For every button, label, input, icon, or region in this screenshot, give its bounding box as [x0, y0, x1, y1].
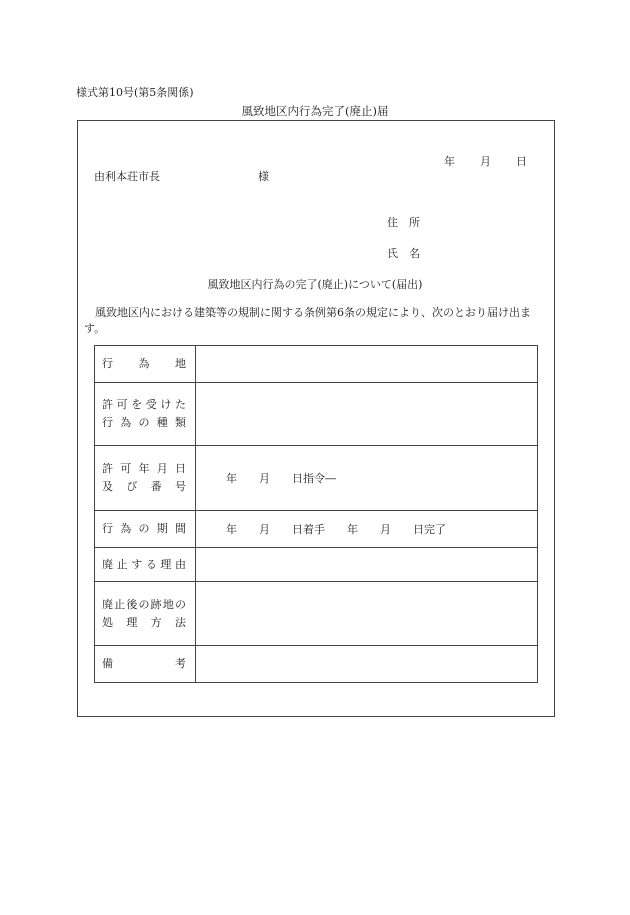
form-title: 風致地区内行為完了(廃止)届	[241, 104, 389, 118]
date-month-label: 月	[480, 155, 491, 168]
addressee-honorific: 様	[258, 170, 269, 183]
form-number: 様式第10号(第5条関係)	[76, 86, 194, 99]
table-row-permit-date-number	[95, 446, 538, 511]
permit-date-number-label-cell	[95, 446, 196, 511]
table-row-abolition-reason	[95, 548, 538, 582]
action-period-value-cell[interactable]: 年 月 日着手 年 月 日完了	[196, 511, 538, 548]
remarks-label-cell	[95, 646, 196, 683]
table-row-action-period	[95, 511, 538, 548]
action-site-value-cell[interactable]	[196, 346, 538, 383]
detail-table	[94, 345, 538, 683]
permit-date-number-label-line: 及び番号	[102, 480, 186, 493]
action-period-label-line: 行為の期間	[102, 522, 186, 535]
remarks-value-cell[interactable]	[196, 646, 538, 683]
permitted-action-type-label-cell	[95, 383, 196, 446]
site-disposal-method-label-line: 廃止後の跡地の	[102, 597, 186, 611]
abolition-reason-label-cell	[95, 548, 196, 582]
body-text: 風致地区内における建築等の規制に関する条例第6条の規定により、次のとおり届け出ます。	[84, 306, 531, 335]
table-row-permitted-action-type	[95, 383, 538, 446]
table-row-site-disposal-method	[95, 582, 538, 646]
permitted-action-type-value-cell[interactable]	[196, 383, 538, 446]
abolition-reason-value-cell[interactable]	[196, 548, 538, 582]
date-year-label: 年	[444, 155, 455, 168]
remarks-label-line: 備考	[102, 657, 186, 670]
action-site-label-cell	[95, 346, 196, 383]
permitted-action-type-label-line: 許可を受けた	[102, 398, 186, 411]
action-period-label-cell	[95, 511, 196, 548]
permit-date-number-value-cell[interactable]: 年 月 日指令―	[196, 446, 538, 511]
table-row-action-site	[95, 346, 538, 383]
subject-line: 風致地区内行為の完了(廃止)について(届出)	[207, 278, 423, 291]
table-row-remarks	[95, 646, 538, 683]
action-site-label-line: 行為地	[102, 357, 186, 370]
abolition-reason-label-line: 廃止する理由	[102, 557, 186, 571]
addressee-name: 由利本荘市長	[94, 170, 160, 183]
site-disposal-method-label-line: 処理方法	[102, 615, 186, 629]
permit-date-number-label-line: 許可年月日	[102, 462, 186, 475]
applicant-name-label: 氏 名	[387, 247, 420, 260]
date-day-label: 日	[516, 155, 527, 168]
site-disposal-method-label-cell	[95, 582, 196, 646]
site-disposal-method-value-cell[interactable]	[196, 582, 538, 646]
applicant-address-label: 住 所	[387, 216, 420, 229]
permitted-action-type-label-line: 行為の種類	[102, 416, 186, 429]
